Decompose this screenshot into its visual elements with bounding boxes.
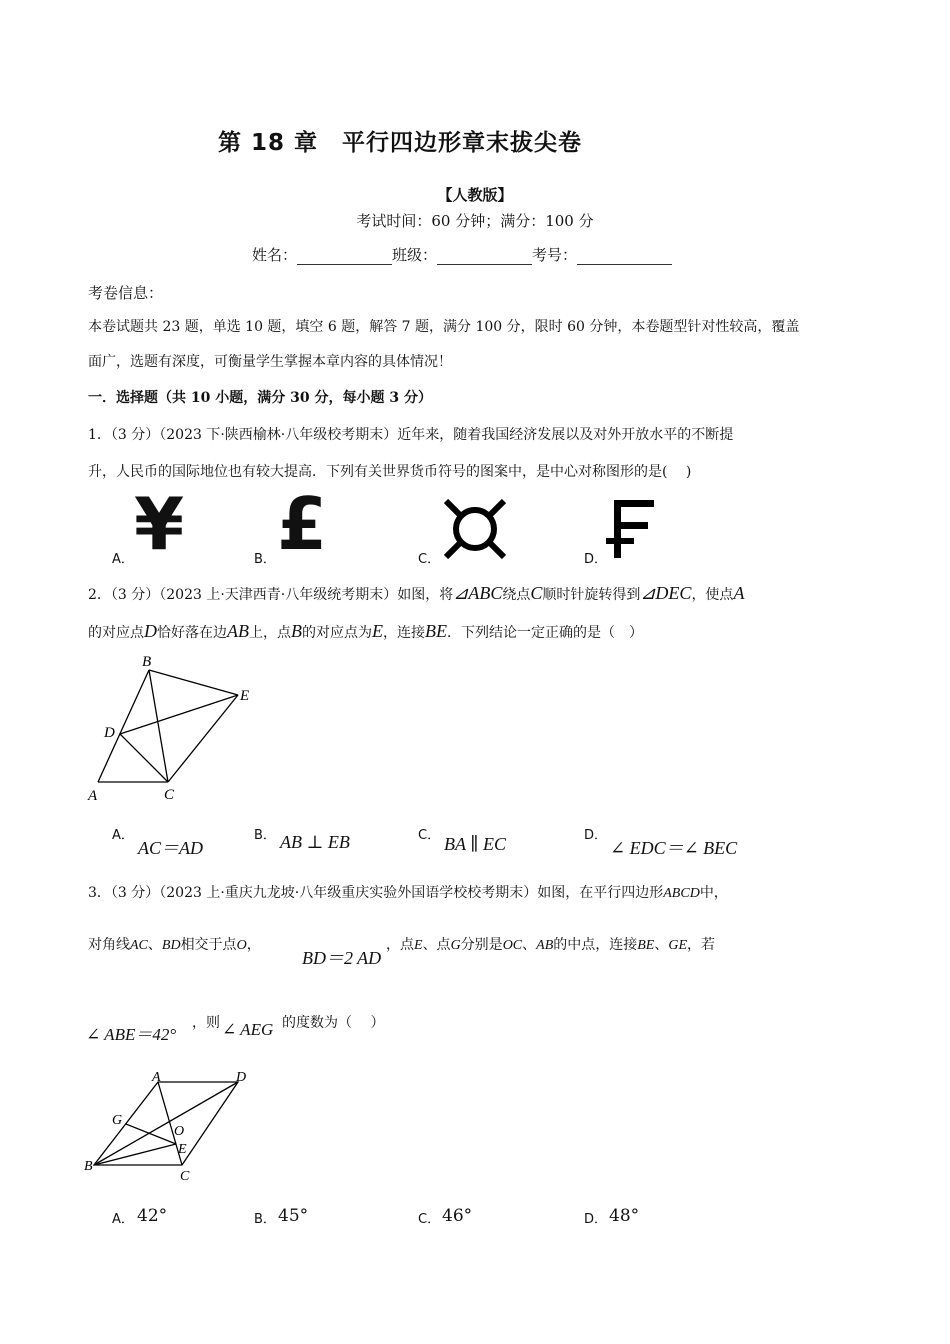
q3-text: ，点 (386, 937, 414, 953)
number-label: 考号： (532, 246, 578, 264)
info-line-2: 面广，选题有深度，可衡量学生掌握本章内容的具体情况！ (88, 354, 452, 370)
q2-text: 的对应点为 (302, 625, 372, 641)
q2-math: C (530, 583, 543, 603)
q2-label-a: A (88, 788, 98, 804)
q3-math: E (414, 938, 423, 953)
edition-label: 【人教版】 (437, 186, 513, 204)
q3-math: AB (536, 938, 554, 953)
q2-math: E (372, 621, 383, 641)
pound-icon: £ (277, 482, 328, 566)
info-label: 考卷信息： (88, 284, 164, 302)
q2-math: ⊿ABC (453, 583, 503, 603)
q1-text-2: 升，人民币的国际地位也有较大提高．下列有关世界货币符号的图案中，是中心对称图形的是( ) (88, 464, 692, 480)
q3-option-c-label[interactable]: C． (418, 1212, 441, 1227)
q3-text-end: 的度数为（ ） (282, 1015, 385, 1031)
q2-math: B (291, 621, 302, 641)
q1-option-b-label[interactable]: B． (254, 552, 276, 567)
q3-figure (82, 1066, 262, 1186)
q3-number: 3．（3 分） (88, 885, 160, 901)
q3-text: 中， (699, 885, 728, 901)
q3-text: 、 (522, 937, 537, 953)
q3-text: 对角线 (88, 937, 130, 953)
q3-option-b-value: 45° (278, 1206, 309, 1226)
q3-text: ， (246, 937, 261, 953)
section-heading: 一．选择题（共 10 小题，满分 30 分，每小题 3 分） (88, 390, 432, 406)
q2-math: D (144, 621, 157, 641)
class-blank[interactable] (437, 248, 532, 265)
number-blank[interactable] (577, 248, 672, 265)
q3-text: 、点 (422, 937, 451, 953)
q3-math-abe: ∠ ABE＝42° (86, 1025, 177, 1044)
q2-figure (84, 650, 264, 810)
q2-math: A (733, 583, 745, 603)
q3-label-c: C (180, 1169, 190, 1184)
q3-math-bd-ad: BD＝2 AD (302, 948, 382, 968)
q2-text: ．下列结论一定正确的是（ ） (447, 625, 643, 641)
name-label: 姓名： (252, 246, 298, 264)
q2-line-1 (88, 582, 744, 606)
q2-number: 2．（3 分） (88, 587, 160, 603)
q2-text: ，使点 (691, 587, 734, 603)
q3-math: GE (668, 938, 688, 953)
q2-label-b: B (142, 654, 152, 670)
q3-math: O (236, 938, 247, 953)
q3-text-then: ，则 (192, 1015, 220, 1031)
q2-text: 顺时针旋转得到 (542, 587, 641, 603)
q3-math-aeg: ∠ AEG (222, 1020, 274, 1039)
q3-math: BD (161, 938, 181, 953)
q3-math: G (450, 938, 461, 953)
q3-line-2a (88, 934, 261, 954)
q2-label-c: C (164, 787, 175, 803)
q3-text: ，若 (687, 937, 716, 953)
class-label: 班级： (392, 246, 438, 264)
info-line-1: 本卷试题共 23 题，单选 10 题，填空 6 题，解答 7 题，满分 100 分，限时 60 分钟，本卷题型针对性较高，覆盖 (88, 319, 800, 335)
name-blank[interactable] (297, 248, 392, 265)
q2-text: 如图，将 (397, 587, 454, 603)
q2-math: ⊿DEC (640, 583, 692, 603)
q2-option-d-expr: ∠ EDC＝∠ BEC (610, 838, 738, 858)
q2-text: 的对应点 (88, 625, 144, 641)
q3-math: ABCD (663, 886, 700, 901)
q2-text: 绕点 (502, 587, 531, 603)
q2-text: 上，点 (249, 625, 291, 641)
q3-label-e: E (178, 1142, 187, 1157)
q2-math: AB (227, 621, 249, 641)
q3-text: 如图，在平行四边形 (537, 885, 664, 901)
q3-text: 相交于点 (180, 937, 237, 953)
q1-source: （2023 下·陕西榆林·八年级校考期末） (159, 427, 398, 443)
q1-number: 1．（3 分） (88, 427, 160, 443)
q2-line-2 (88, 620, 643, 644)
q1-line-1 (88, 424, 733, 444)
q3-text: 分别是 (460, 937, 503, 953)
q3-option-a-value: 42° (137, 1206, 168, 1226)
q2-text: 恰好落在边 (157, 625, 227, 641)
q3-label-o: O (174, 1124, 185, 1139)
q3-option-c-value: 46° (442, 1206, 473, 1226)
page-title: 第 18 章 平行四边形章末拔尖卷 (218, 130, 583, 156)
q3-option-b-label[interactable]: B． (254, 1212, 276, 1227)
q3-option-a-label[interactable]: A． (112, 1212, 134, 1227)
q2-math: BE (425, 621, 447, 641)
q3-text: 、 (654, 937, 669, 953)
q3-math: AC (130, 938, 148, 953)
q3-label-g: G (112, 1113, 123, 1128)
q3-text: 的中点，连接 (553, 937, 638, 953)
q2-text: ，连接 (383, 625, 425, 641)
q3-label-a: A (152, 1070, 161, 1085)
student-info-line (252, 244, 672, 265)
yen-icon: ¥ (134, 482, 185, 566)
q1-option-a-label[interactable]: A． (112, 552, 134, 567)
q3-option-d-label[interactable]: D． (584, 1212, 608, 1227)
franc-icon (604, 498, 660, 560)
q2-source: （2023 上·天津西青·八年级统考期末） (159, 587, 398, 603)
q3-math: BE (637, 938, 655, 953)
q2-option-b-expr: AB ⊥ EB (280, 832, 350, 852)
q2-label-d: D (104, 725, 115, 741)
q3-line-2b (386, 934, 715, 954)
q3-text: 、 (147, 937, 162, 953)
q1-text-1: 近年来，随着我国经济发展以及对外开放水平的不断提 (397, 427, 734, 443)
q3-math: OC (502, 938, 523, 953)
q2-option-c-expr: BA ∥ EC (444, 834, 506, 854)
q2-option-d-label[interactable]: D． (584, 828, 608, 843)
q2-option-b-label[interactable]: B． (254, 828, 276, 843)
q3-label-d: D (236, 1070, 247, 1085)
q2-label-e: E (240, 688, 250, 704)
currency-icon (442, 498, 508, 560)
q3-source: （2023 上·重庆九龙坡·八年级重庆实验外国语学校校考期末） (159, 885, 538, 901)
q3-option-d-value: 48° (609, 1206, 640, 1226)
q2-figure-lines (98, 670, 238, 782)
q2-option-a-expr: AC＝AD (138, 838, 203, 858)
q3-label-b: B (84, 1159, 93, 1174)
exam-time: 考试时间：60 分钟；满分：100 分 (356, 212, 594, 230)
q2-option-a-label[interactable]: A． (112, 828, 134, 843)
q1-option-c-label[interactable]: C． (418, 552, 441, 567)
q2-option-c-label[interactable]: C． (418, 828, 441, 843)
q1-option-d-label[interactable]: D． (584, 552, 608, 567)
q3-line-1 (88, 882, 728, 902)
